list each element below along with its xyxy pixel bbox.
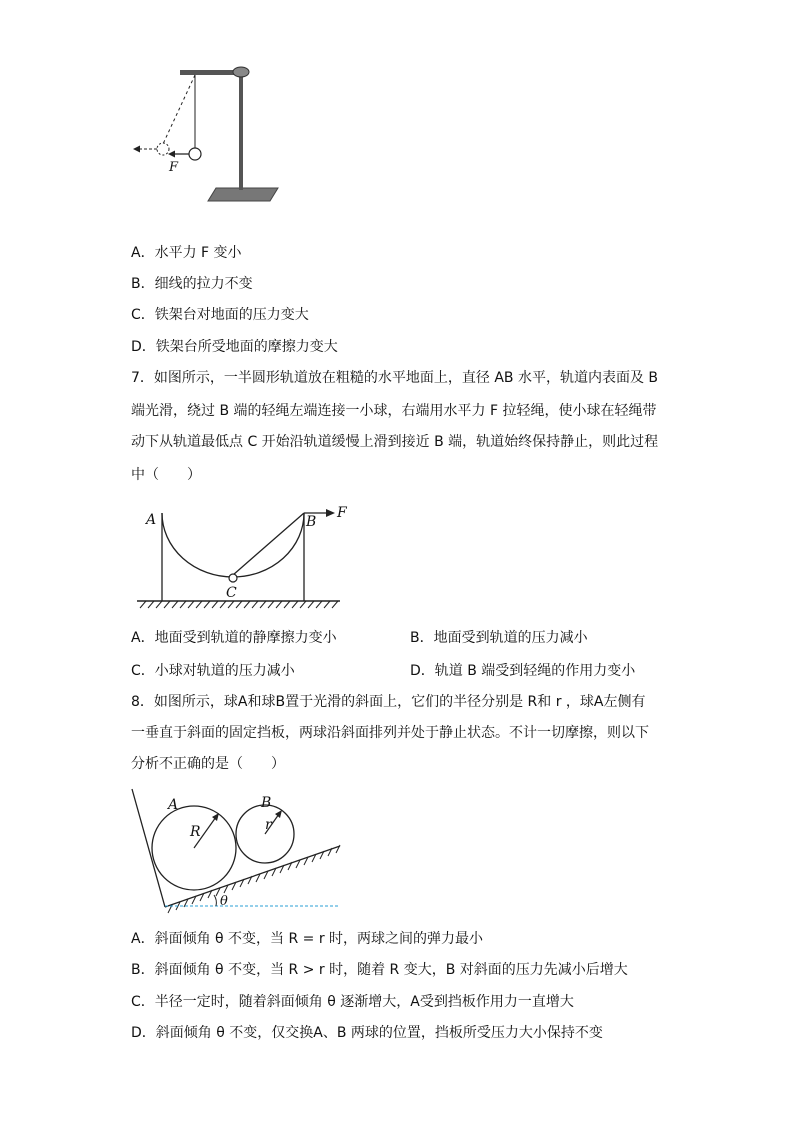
q7-stem-line1: 7．如图所示，一半圆形轨道放在粗糙的水平地面上，直径 AB 水平，轨道内表面及 B <box>131 370 659 386</box>
stand-clamp <box>233 67 249 77</box>
q8-option-B: B．斜面倾角 θ 不变，当 R > r 时，随着 R 变大，B 对斜面的压力先减小后增大 <box>131 962 628 978</box>
displaced-string <box>163 75 195 144</box>
q6-option-C: C．铁架台对地面的压力变大 <box>131 307 309 323</box>
rope-to-B <box>233 513 304 575</box>
pendulum-ball <box>189 148 201 160</box>
label-B: B <box>306 514 317 530</box>
q7-option-A: A．地面受到轨道的静摩擦力变小 <box>131 630 337 646</box>
angle-arc <box>214 895 216 906</box>
q6-option-B: B．细线的拉力不变 <box>131 276 253 292</box>
q7-stem-line3: 动下从轨道最低点 C 开始沿轨道缓慢上滑到接近 B 端，轨道始终保持静止，则此过程 <box>131 434 659 450</box>
label-R: R <box>190 824 201 840</box>
q8-stem-line3: 分析不正确的是（ ） <box>131 756 285 772</box>
q7-stem-line2: 端光滑，绕过 B 端的轻绳左端连接一小球，右端用水平力 F 拉轻绳，使小球在轻绳带 <box>131 403 657 419</box>
q8-stem-line1: 8．如图所示，球A和球B置于光滑的斜面上，它们的半径分别是 R和 r ，球A左侧有 <box>131 694 646 710</box>
displaced-force-arrowhead <box>133 146 140 153</box>
force-arrowhead <box>168 151 175 158</box>
iron-stand-figure <box>120 55 290 210</box>
q8-option-A: A．斜面倾角 θ 不变，当 R = r 时，两球之间的弹力最小 <box>131 931 484 947</box>
force-F-arrowhead <box>326 509 335 517</box>
q7-option-C: C．小球对轨道的压力减小 <box>131 663 295 679</box>
label-r: r <box>265 817 272 833</box>
label-theta: θ <box>220 894 228 909</box>
q8-stem-line2: 一垂直于斜面的固定挡板，两球沿斜面排列并处于静止状态。不计一切摩擦，则以下 <box>131 725 649 741</box>
force-label-F: F <box>169 160 179 175</box>
label-ball-B: B <box>261 795 272 811</box>
ground-hatching <box>140 601 338 608</box>
q8-option-C: C．半径一定时，随着斜面倾角 θ 逐渐增大，A受到挡板作用力一直增大 <box>131 994 574 1010</box>
q7-stem-line4: 中（ ） <box>131 467 201 483</box>
label-A: A <box>146 512 157 528</box>
ball-C <box>229 574 237 582</box>
semicircle-track-figure <box>130 500 355 612</box>
label-ball-A: A <box>168 797 179 813</box>
label-C: C <box>226 585 237 601</box>
semicircle-track <box>162 513 304 577</box>
q6-option-A: A．水平力 F 变小 <box>131 245 242 261</box>
q7-option-B: B．地面受到轨道的压力减小 <box>410 630 588 646</box>
label-F: F <box>337 505 347 521</box>
stand-rod <box>239 69 243 190</box>
displaced-ball <box>157 143 169 155</box>
q8-option-D: D．斜面倾角 θ 不变，仅交换A、B 两球的位置，挡板所受压力大小保持不变 <box>131 1025 603 1041</box>
q7-option-D: D．轨道 B 端受到轻绳的作用力变小 <box>410 663 636 679</box>
q6-option-D: D．铁架台所受地面的摩擦力变大 <box>131 339 338 355</box>
incline-balls-figure <box>128 785 348 915</box>
